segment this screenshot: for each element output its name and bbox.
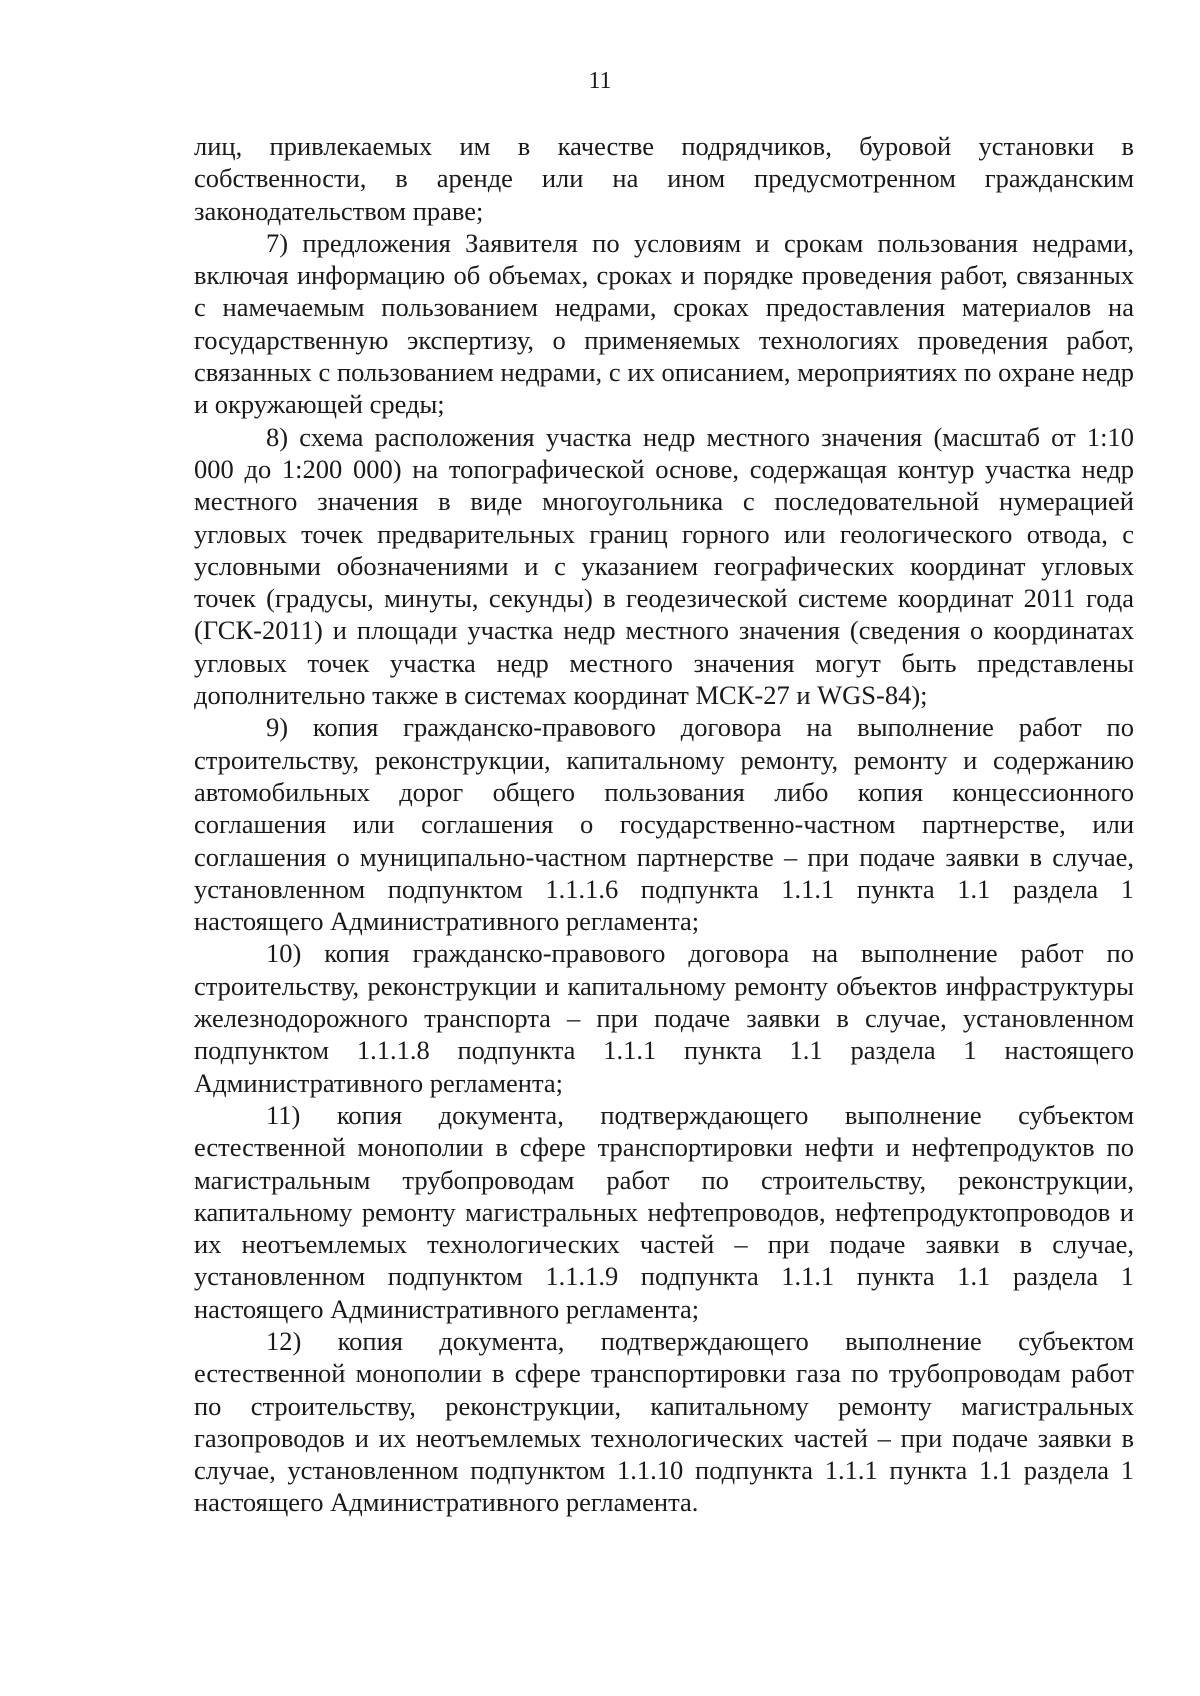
document-body (194, 130, 1134, 1519)
page-number: 11 (588, 68, 612, 94)
paragraph-item-11: 11) копия документа, подтверждающего выполнение субъектом естественной монополии в сфере транспортировки нефти и нефтепродуктов по магистральным трубопроводам работ по строительству, реконструкции, капитальному ремонту магистральных нефтепроводов, нефтепродуктопроводов и их неотъемлемых технологических частей – при подаче заявки в случае, установленном подпунктом 1.1.1.9 подпункта 1.1.1 пункта 1.1 раздела 1 настоящего Административного регламента; (194, 1099, 1134, 1324)
paragraph-item-7: 7) предложения Заявителя по условиям и срокам пользования недрами, включая информацию об объемах, сроках и порядке проведения работ, связанных с намечаемым пользованием недрами, сроках предоставления материалов на государственную экспертизу, о применяемых технологиях проведения работ, связанных с пользованием недрами, с их описанием, мероприятиях по охране недр и окружающей среды; (194, 227, 1134, 420)
paragraph-item-8: 8) схема расположения участка недр местного значения (масштаб от 1:10 000 до 1:200 000) на топографической основе, содержащая контур участка недр местного значения в виде многоугольника с последовательной нумерацией угловых точек предварительных границ горного или геологического отвода, с условными обозначениями и с указанием географических координат угловых точек (градусы, минуты, секунды) в геодезической системе координат 2011 года (ГСК-2011) и площади участка недр местного значения (сведения о координатах угловых точек участка недр местного значения могут быть представлены дополнительно также в системах координат МСК-27 и WGS-84); (194, 421, 1134, 711)
paragraph-item-9: 9) копия гражданско-правового договора на выполнение работ по строительству, реконструкции, капитальному ремонту, ремонту и содержанию автомобильных дорог общего пользования либо копия концессионного соглашения или соглашения о государственно-частном партнерстве, или соглашения о муниципально-частном партнерстве – при подаче заявки в случае, установленном подпунктом 1.1.1.6 подпункта 1.1.1 пункта 1.1 раздела 1 настоящего Административного регламента; (194, 712, 1134, 937)
paragraph-continuation: лиц, привлекаемых им в качестве подрядчиков, буровой установки в собственности, в аренде или на ином предусмотренном гражданским законодательством праве; (194, 131, 1134, 226)
paragraph-item-12: 12) копия документа, подтверждающего выполнение субъектом естественной монополии в сфере транспортировки газа по трубопроводам работ по строительству, реконструкции, капитальному ремонту магистральных газопроводов и их неотъемлемых технологических частей – при подаче заявки в случае, установленном подпунктом 1.1.10 подпункта 1.1.1 пункта 1.1 раздела 1 настоящего Административного регламента. (194, 1325, 1134, 1518)
paragraph-item-10: 10) копия гражданско-правового договора на выполнение работ по строительству, реконструкции и капитальному ремонту объектов инфраструктуры железнодорожного транспорта – при подаче заявки в случае, установленном подпунктом 1.1.1.8 подпункта 1.1.1 пункта 1.1 раздела 1 настоящего Административного регламента; (194, 938, 1134, 1098)
